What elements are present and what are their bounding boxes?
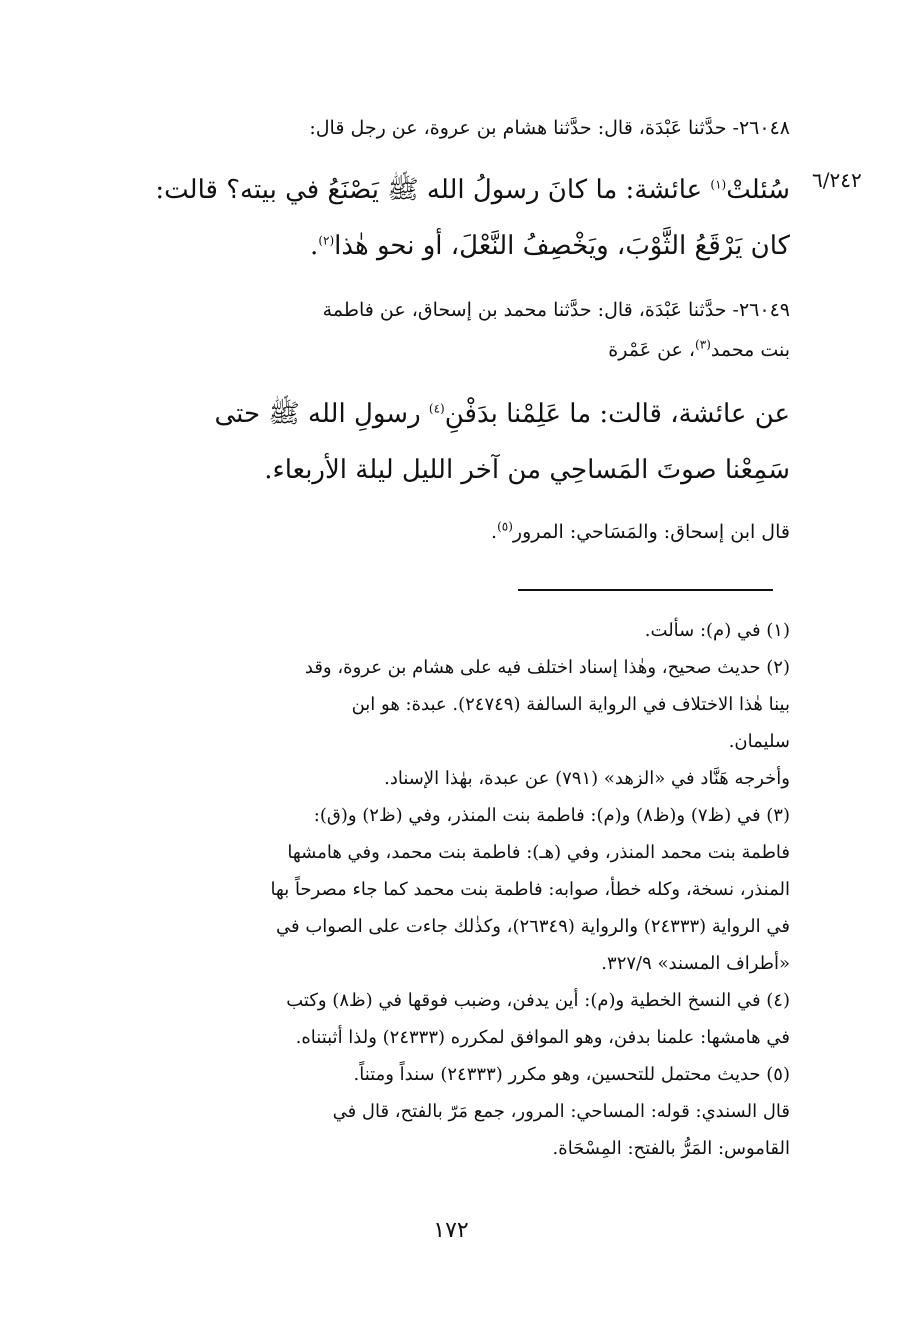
footnote-3: فاطمة بنت محمد المنذر، وفي (هـ): فاطمة بنت محمد، وفي هامشها	[287, 842, 790, 863]
ibn-ishaq-comment	[78, 512, 790, 552]
footnote-marker: (٣)	[695, 337, 711, 352]
chain-text: ، عن عَمْرة	[608, 339, 696, 361]
matn-line	[78, 218, 790, 274]
matn-line	[78, 162, 790, 218]
matn-text: عن عائشة، قالت: ما عَلِمْنا بدَفْنِ	[444, 399, 790, 429]
footnote-1: (١) في (م): سألت.	[644, 620, 790, 641]
footnote-marker: (١)	[710, 177, 727, 192]
chain-line	[78, 330, 790, 370]
chain-line: ٢٦٠٤٩- حدَّثنا عَبْدَة، قال: حدَّثنا محمد بن إسحاق، عن فاطمة	[322, 299, 790, 321]
footnote-3: المنذر، نسخة، وكله خطأ، صوابه: فاطمة بنت محمد كما جاء مصرحاً بها	[270, 879, 790, 900]
footnote-marker: (٢)	[318, 233, 335, 248]
footnote-4: (٤) في النسخ الخطية و(م): أين يدفن، وضبب فوقها في (ظ٨) وكتب	[286, 990, 790, 1011]
footnote-marker: (٥)	[497, 519, 513, 534]
footnote-separator	[518, 589, 773, 591]
footnote-3: «أطراف المسند» ٣٢٧/٩.	[601, 953, 790, 974]
comment-text: .	[491, 521, 498, 543]
matn-text: .	[310, 231, 319, 261]
matn-text: رسولِ الله ﷺ حتى	[214, 399, 429, 429]
matn-line	[78, 386, 790, 442]
chain-text: بنت محمد	[710, 339, 790, 361]
footnote-3: (٣) في (ظ٧) و(ظ٨) و(م): فاطمة بنت المنذر، وفي (ظ٢) و(ق):	[313, 805, 790, 826]
matn-text: سُئلتْ	[726, 175, 790, 205]
footnote-2: بينا هٰذا الاختلاف في الرواية السالفة (٢٤٧٤٩). عبدة: هو ابن	[351, 694, 790, 715]
footnote-5: القاموس: المَرُّ بالفتح: المِسْحَاة.	[552, 1138, 790, 1159]
matn-text: كان يَرْقَعُ الثَّوْبَ، ويَخْصِفُ النَّعْلَ، أو نحو هٰذا	[334, 231, 790, 261]
hadith-26049-matn	[78, 386, 790, 498]
hadith-26049-chain	[78, 290, 790, 370]
comment-line	[78, 512, 790, 552]
page-number: ١٧٢	[433, 1218, 469, 1243]
footnotes	[78, 612, 790, 1167]
matn-text: عائشة: ما كانَ رسولُ الله ﷺ يَصْنَعُ في بيته؟ قالت:	[155, 175, 711, 205]
footnote-marker: (٤)	[428, 401, 445, 416]
footnote-2: سليمان.	[728, 731, 790, 752]
footnote-5: (٥) حديث محتمل للتحسين، وهو مكرر (٢٤٣٣٣) سنداً ومتناً.	[353, 1064, 790, 1085]
chain-line: ٢٦٠٤٨- حدَّثنا عَبْدَة، قال: حدَّثنا هشام بن عروة، عن رجل قال:	[309, 117, 790, 139]
footnote-2: وأخرجه هَنَّاد في «الزهد» (٧٩١) عن عبدة، بهٰذا الإسناد.	[384, 768, 790, 789]
footnote-5: قال السندي: قوله: المساحي: المرور، جمع مَرّ بالفتح، قال في	[332, 1101, 790, 1122]
comment-text: قال ابن إسحاق: والمَسَاحي: المرور	[512, 521, 790, 543]
matn-line: سَمِعْنا صوتَ المَساحِي من آخر الليل ليلة الأربعاء.	[264, 455, 790, 485]
footnote-3: في الرواية (٢٤٣٣٣) والرواية (٢٦٣٤٩)، وكذٰلك جاءت على الصواب في	[276, 916, 790, 937]
footnote-4: في هامشها: علمنا بدفن، وهو الموافق لمكرره (٢٤٣٣٣) ولذا أثبتناه.	[295, 1027, 790, 1048]
margin-reference: ٦/٢٤٢	[812, 168, 862, 192]
hadith-26048-matn	[78, 162, 790, 274]
footnote-2: (٢) حديث صحيح، وهٰذا إسناد اختلف فيه على هشام بن عروة، وقد	[304, 657, 790, 678]
hadith-26048-chain	[78, 108, 790, 148]
